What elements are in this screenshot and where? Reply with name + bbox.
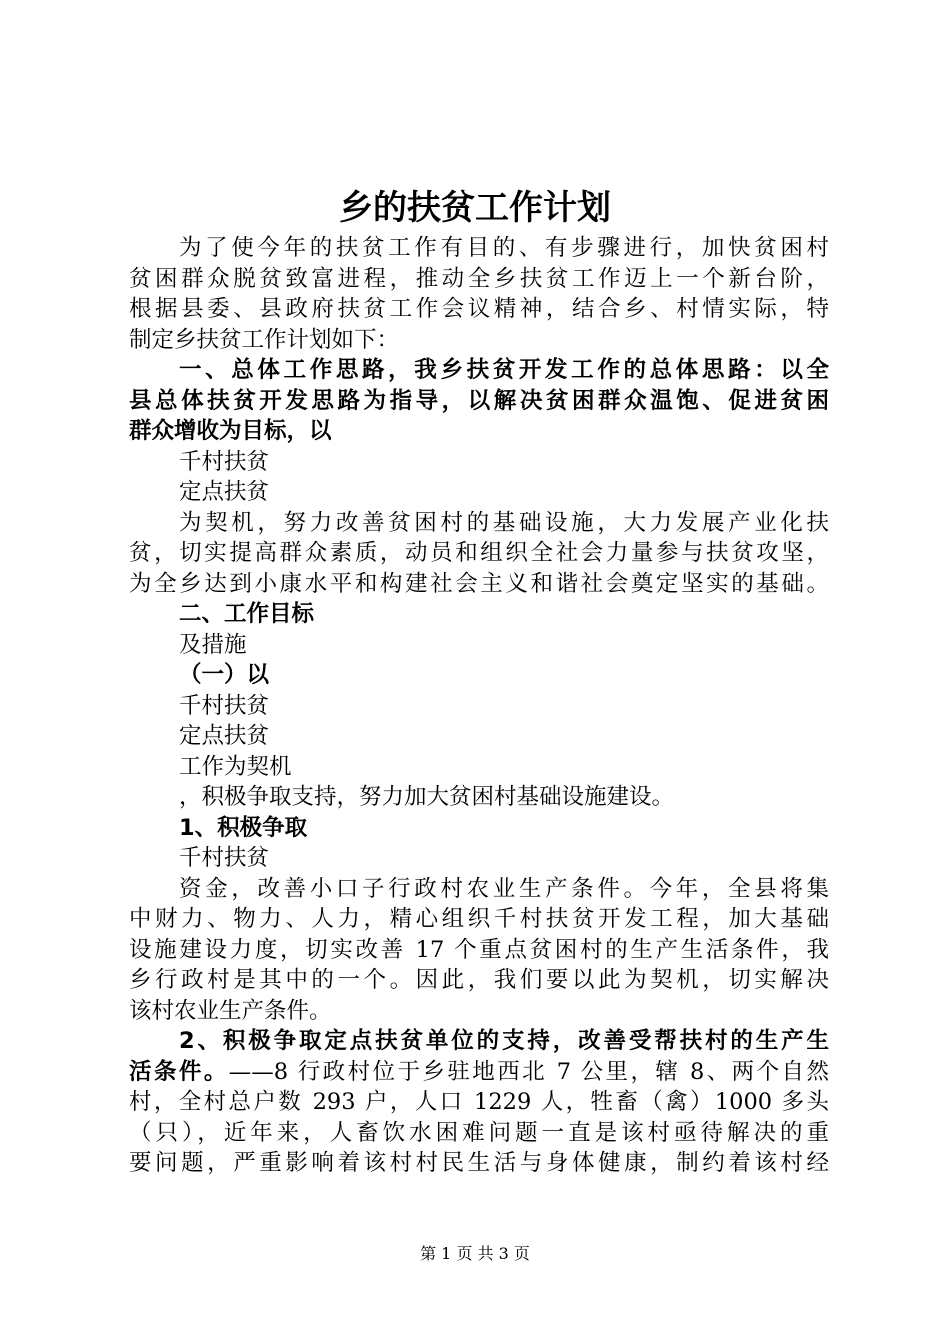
text-line: 根据县委、县政府扶贫工作会议精神，结合乡、村情实际，特 [129,296,829,322]
text-line: 村，全村总户数 293 户，人口 1229 人，牲畜（禽）1000 多头 [129,1089,829,1115]
text-line: 制定乡扶贫工作计划如下： [129,326,400,353]
text-line: 2、积极争取定点扶贫单位的支持，改善受帮扶村的生产生 [179,1028,829,1054]
text-line: 为全乡达到小康水平和构建社会主义和谐社会奠定坚实的基础。 [129,570,829,597]
text-line: 贫困群众脱贫致富进程，推动全乡扶贫工作迈上一个新台阶， [129,265,829,292]
text-line: 要问题，严重影响着该村村民生活与身体健康，制约着该村经 [129,1150,829,1176]
text-line: 乡行政村是其中的一个。因此，我们要以此为契机，切实解决 [129,967,829,993]
text-line: 群众增收为目标，以 [129,418,332,444]
text-line [129,1057,829,1088]
text-line: 一、总体工作思路，我乡扶贫开发工作的总体思路：以全 [179,357,829,383]
document-title: 乡的扶贫工作计划 [339,188,611,228]
text-line: 中财力、物力、人力，精心组织千村扶贫开发工程，加大基础 [129,906,829,932]
text-line: 千村扶贫 [179,845,270,871]
text-line: 1、积极争取 [179,814,308,841]
document-body [129,233,829,1179]
text-line: 为契机，努力改善贫困村的基础设施，大力发展产业化扶 [179,509,829,536]
text-line: 设施建设力度，切实改善 17 个重点贫困村的生产生活条件，我 [129,936,829,963]
text-line: ，积极争取支持，努力加大贫困村基础设施建设。 [179,784,675,810]
text-line: 定点扶贫 [179,479,270,505]
text-line: （一）以 [179,662,270,688]
text-segment: ——8 行政村位于乡驻地西北 7 公里，辖 8、两个自然 [228,1058,829,1085]
text-line: 定点扶贫 [179,723,270,749]
text-line: 资金，改善小口子行政村农业生产条件。今年，全县将集 [179,875,829,902]
bold-segment: 活条件。 [129,1058,229,1085]
page-footer: 第 1 页 共 3 页 [420,1244,530,1263]
text-line: 工作为契机 [179,753,292,780]
text-line: 千村扶贫 [179,692,270,719]
text-line: 及措施 [179,631,247,658]
text-line: 为了使今年的扶贫工作有目的、有步骤进行，加快贫困村 [179,235,829,261]
text-line: 贫，切实提高群众素质，动员和组织全社会力量参与扶贫攻坚， [129,540,829,566]
text-line: 千村扶贫 [179,448,270,475]
text-line: 二、工作目标 [179,601,315,627]
text-line: （只），近年来，人畜饮水困难问题一直是该村亟待解决的重 [129,1119,829,1146]
text-line: 该村农业生产条件。 [129,997,332,1024]
text-line: 县总体扶贫开发思路为指导，以解决贫困群众温饱、促进贫困 [129,387,829,414]
